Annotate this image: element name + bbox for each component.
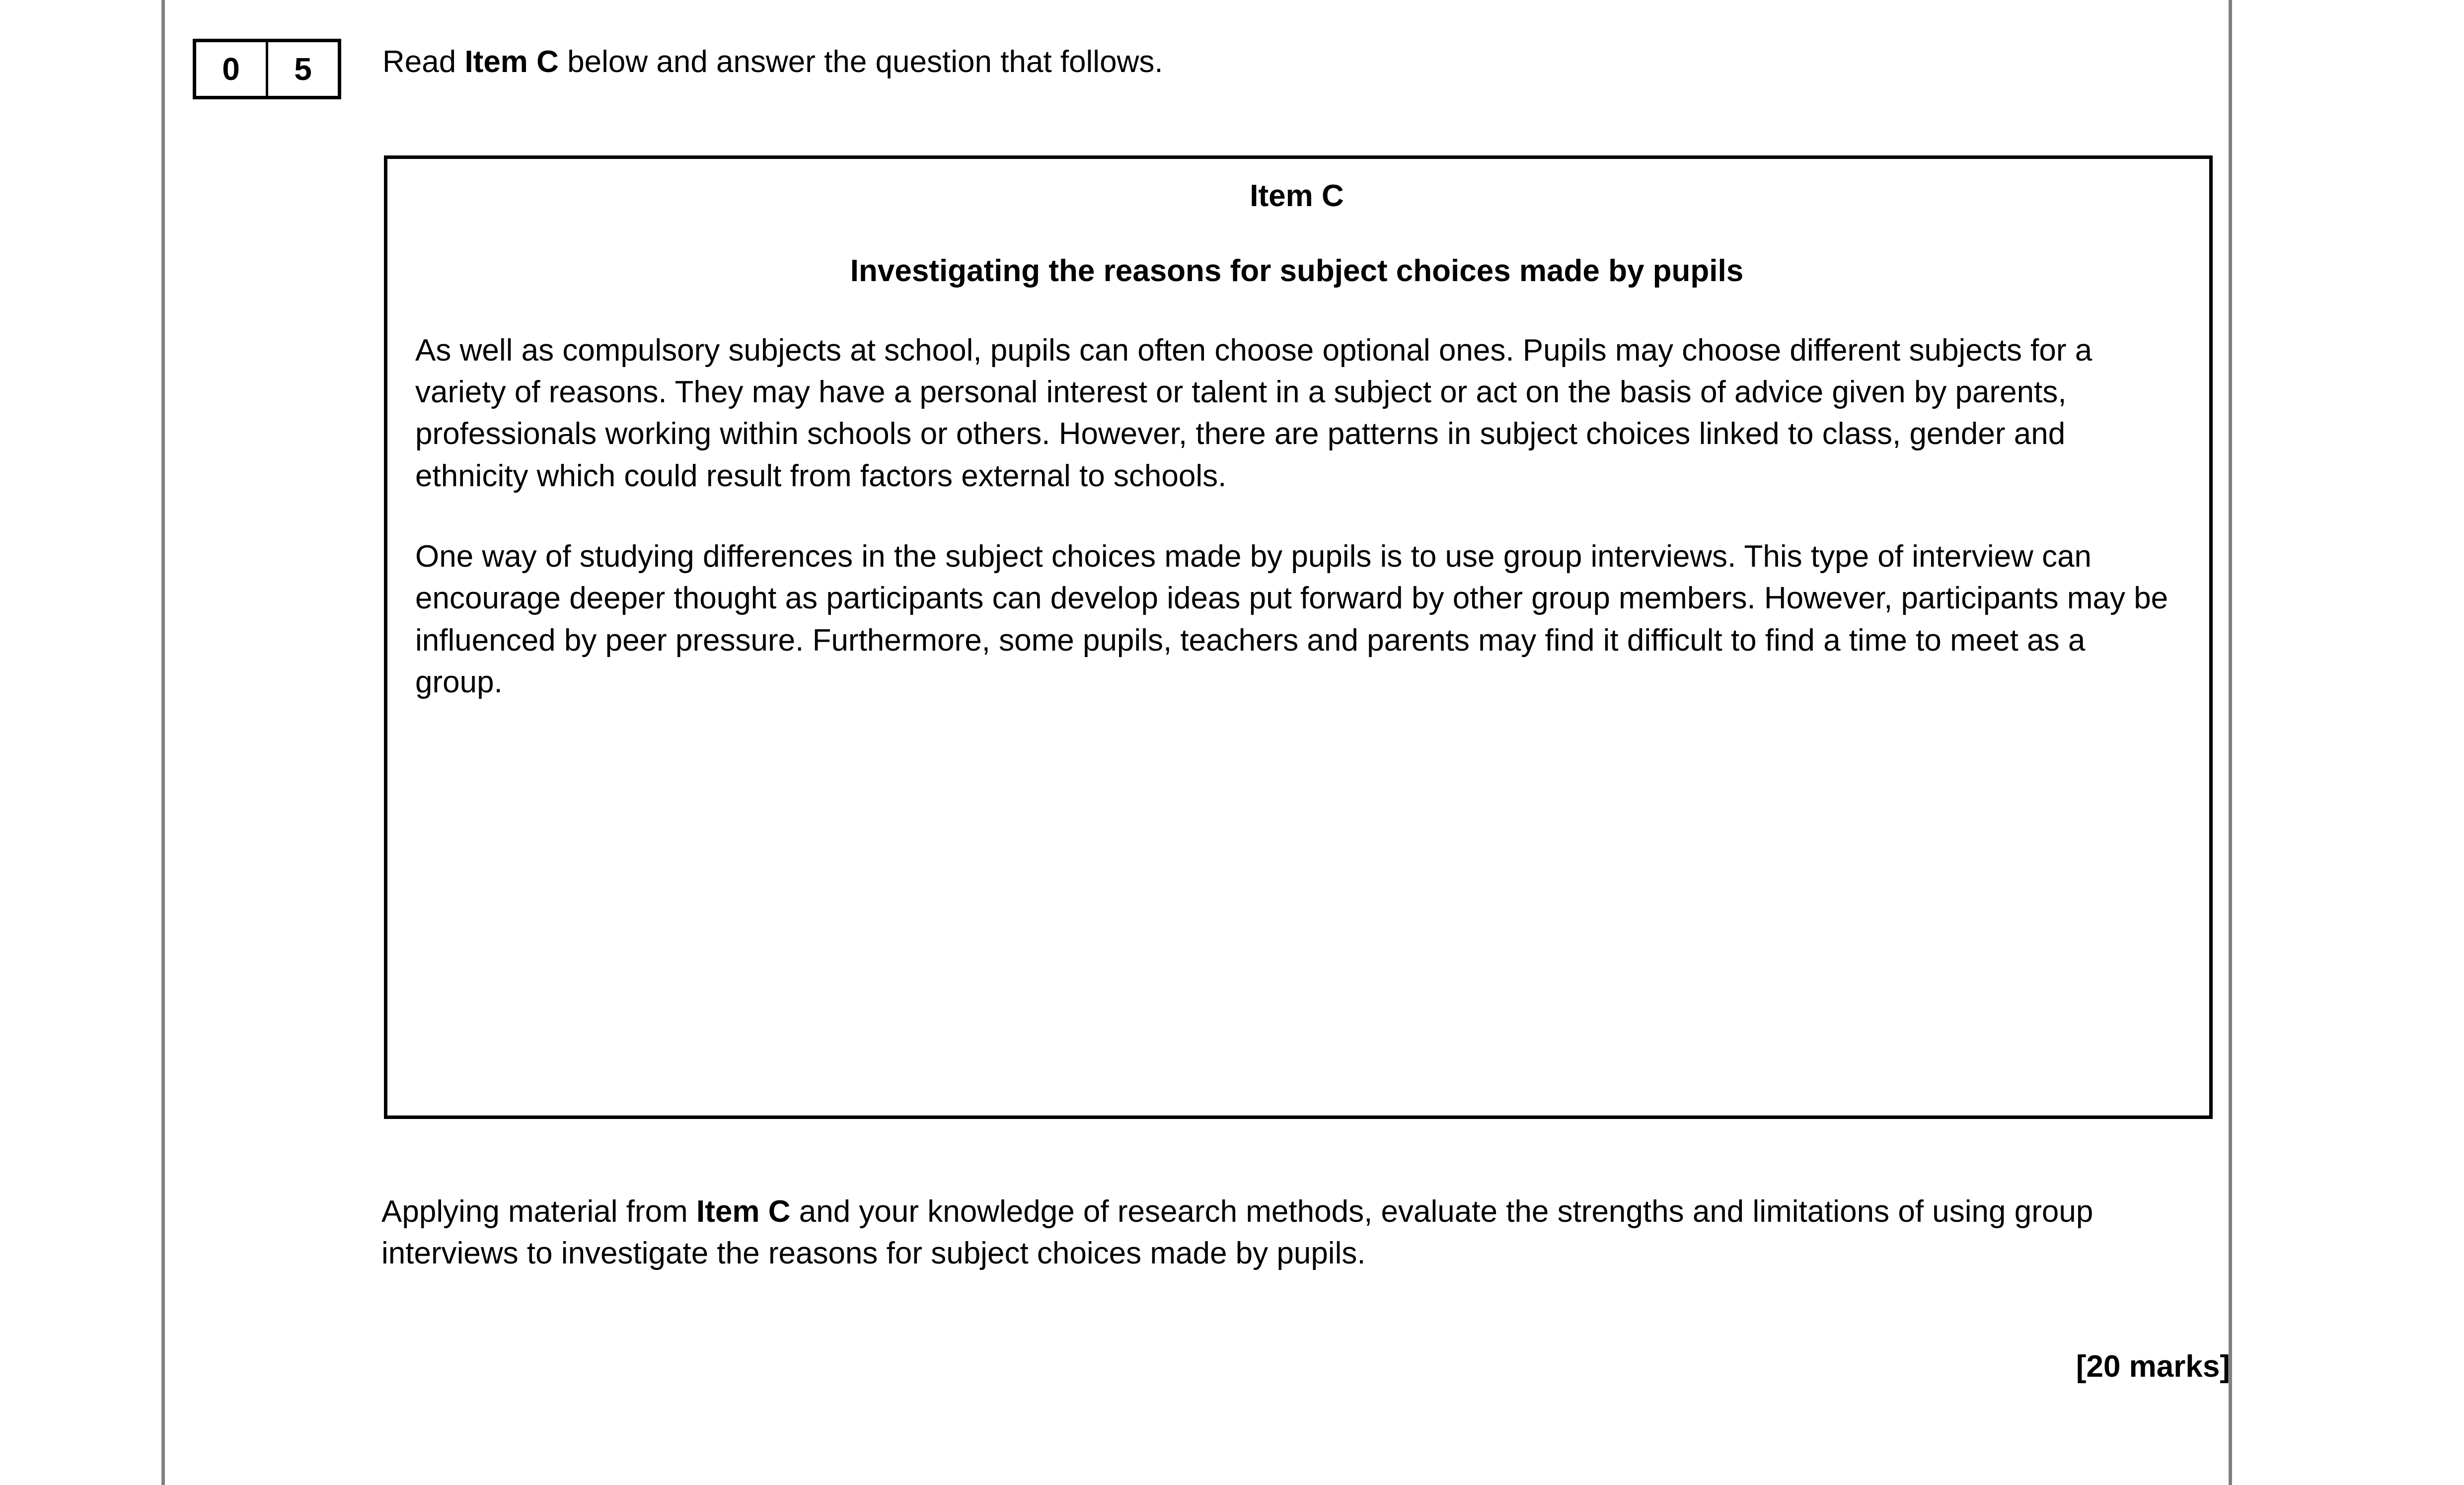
item-c-paragraph-1: As well as compulsory subjects at school, pupils can often choose optional ones. Pupils may choose different subjects for a variety of reasons. They may have a personal interest or talent in a subject or act on the basis of advice given by parents, professionals working within schools or others. However, there are patterns in subject choices linked to class, gender and ethnicity which could result from factors external to schools. [415, 333, 2092, 493]
instruction-line [382, 44, 1163, 80]
instruction-item-reference: Item C [464, 45, 559, 79]
page-margin-rule-left [161, 0, 165, 1485]
question-number-digit-2: 5 [266, 42, 338, 96]
question-number-digit-1: 0 [222, 51, 240, 87]
instruction-text-after: below and answer the question that follows. [558, 45, 1163, 79]
item-c-subheading: Investigating the reasons for subject choices made by pupils [850, 254, 1744, 289]
question-item-reference: Item C [696, 1194, 791, 1229]
page-margin-rule-right [2229, 0, 2232, 1485]
item-c-heading: Item C [1250, 179, 1344, 213]
item-c-box [384, 155, 2213, 1119]
item-c-content [387, 159, 2209, 703]
marks-allocation: [20 marks] [2076, 1349, 2230, 1384]
question-prompt [381, 1191, 2199, 1275]
question-text-before: Applying material from [381, 1194, 697, 1229]
question-number-box [193, 39, 341, 99]
instruction-text-before: Read [382, 45, 465, 79]
item-c-paragraph-2: One way of studying differences in the subject choices made by pupils is to use group interviews. This type of interview can encourage deeper thought as participants can develop ideas put forward by other group members. However, participants may be influenced by peer pressure. Furthermore, some pupils, teachers and parents may find it difficult to find a time to meet as a group. [415, 539, 2168, 699]
question-text-after: and your knowledge of research methods, evaluate the strengths and limitations of using group interviews to investigate the reasons for subject choices made by pupils. [381, 1194, 2093, 1271]
